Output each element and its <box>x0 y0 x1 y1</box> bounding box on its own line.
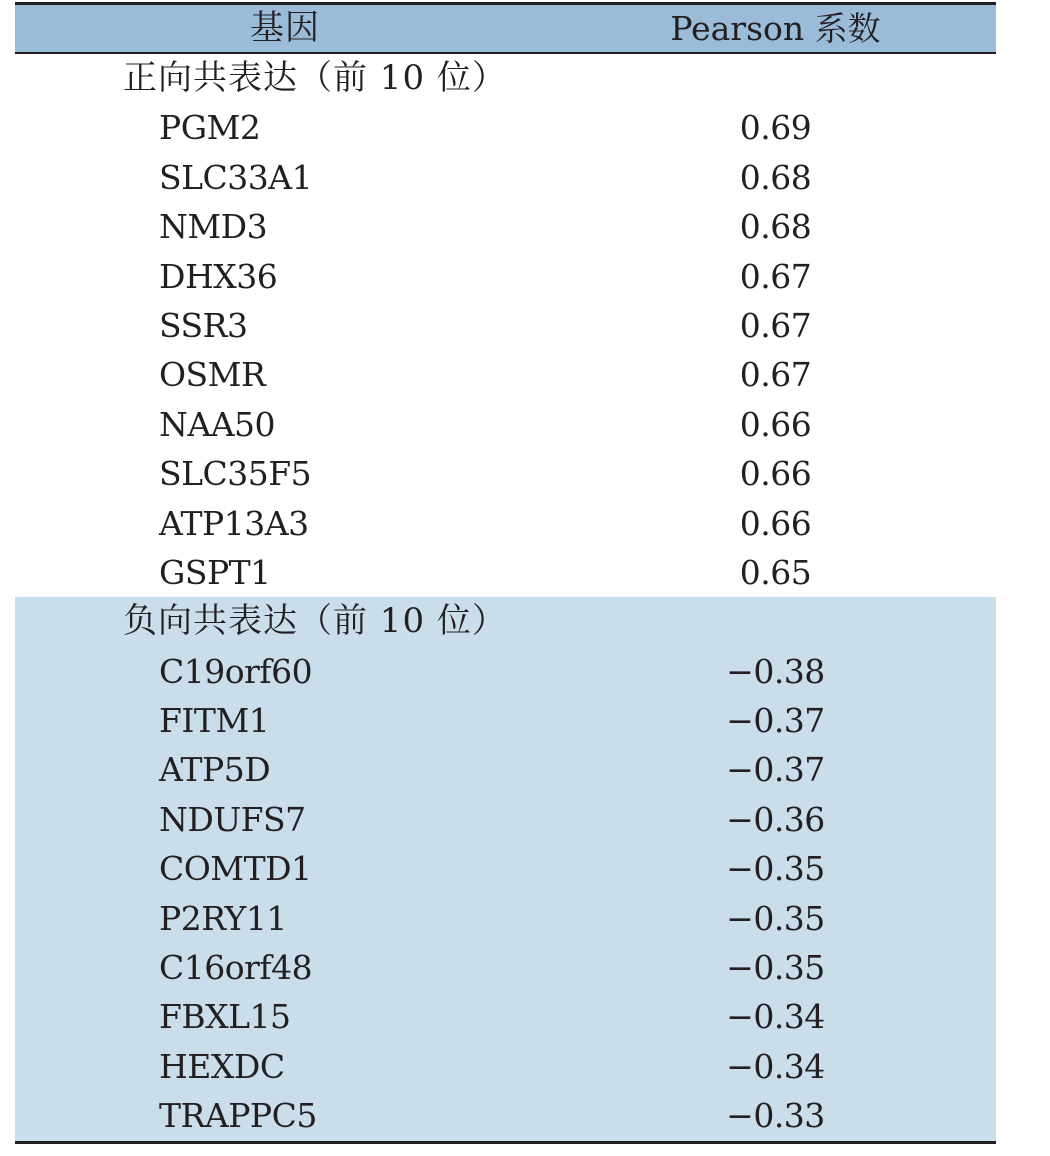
gene-name: SLC35F5 <box>159 454 312 494</box>
pearson-value: −0.35 <box>726 948 825 988</box>
header-gene: 基因 <box>250 8 320 48</box>
group-title-row <box>15 597 996 646</box>
positive-section <box>15 54 996 597</box>
pearson-value: 0.66 <box>739 404 812 444</box>
positive-group-title: 正向共表达（前 10 位） <box>123 58 507 98</box>
table-row <box>15 499 996 548</box>
gene-name: SSR3 <box>159 305 248 345</box>
table-row <box>15 1091 996 1140</box>
gene-name: NMD3 <box>159 207 268 247</box>
table-row <box>15 696 996 745</box>
gene-name: NAA50 <box>159 404 276 444</box>
pearson-value: 0.68 <box>739 157 812 197</box>
pearson-value: −0.35 <box>726 849 825 889</box>
table-row <box>15 400 996 449</box>
gene-name: C16orf48 <box>159 948 313 988</box>
table-row <box>15 449 996 498</box>
gene-name: P2RY11 <box>159 898 287 938</box>
pearson-value: 0.66 <box>739 503 812 543</box>
table-row <box>15 350 996 399</box>
table-header <box>15 5 996 54</box>
gene-name: ATP13A3 <box>159 503 309 543</box>
pearson-value: −0.33 <box>726 1096 825 1136</box>
pearson-value: −0.36 <box>726 799 825 839</box>
pearson-value: 0.67 <box>739 355 812 395</box>
gene-name: TRAPPC5 <box>159 1096 317 1136</box>
pearson-value: 0.68 <box>739 207 812 247</box>
table-row <box>15 795 996 844</box>
table-row <box>15 647 996 696</box>
gene-name: OSMR <box>159 355 266 395</box>
pearson-value: 0.67 <box>739 256 812 296</box>
gene-name: HEXDC <box>159 1046 285 1086</box>
header-pearson: Pearson 系数 <box>670 9 881 48</box>
pearson-value: −0.34 <box>726 997 825 1037</box>
gene-name: PGM2 <box>159 108 261 148</box>
pearson-value: 0.69 <box>739 108 812 148</box>
pearson-value: −0.34 <box>726 1046 825 1086</box>
table-row <box>15 202 996 251</box>
table-row <box>15 548 996 597</box>
gene-name: ATP5D <box>159 750 271 790</box>
table-row <box>15 943 996 992</box>
pearson-value: −0.38 <box>726 651 825 691</box>
gene-name: FBXL15 <box>159 997 291 1037</box>
gene-name: GSPT1 <box>159 552 271 592</box>
negative-section <box>15 597 996 1140</box>
pearson-value: −0.35 <box>726 898 825 938</box>
table-row <box>15 745 996 794</box>
table-row <box>15 1042 996 1091</box>
coexpression-table <box>15 2 996 1144</box>
pearson-value: −0.37 <box>726 701 825 741</box>
table-row <box>15 844 996 893</box>
gene-name: SLC33A1 <box>159 157 313 197</box>
gene-name: DHX36 <box>159 256 278 296</box>
negative-group-title: 负向共表达（前 10 位） <box>123 601 507 642</box>
table-row <box>15 252 996 301</box>
table-row <box>15 894 996 943</box>
table-row <box>15 301 996 350</box>
bottom-rule <box>15 1141 996 1144</box>
pearson-value: −0.37 <box>726 750 825 790</box>
pearson-value: 0.65 <box>739 552 812 592</box>
gene-name: C19orf60 <box>159 651 313 691</box>
table-row <box>15 103 996 152</box>
gene-name: NDUFS7 <box>159 799 306 839</box>
pearson-value: 0.67 <box>739 305 812 345</box>
group-title-row <box>15 54 996 103</box>
table-row <box>15 992 996 1041</box>
gene-name: FITM1 <box>159 701 270 741</box>
table-row <box>15 153 996 202</box>
pearson-value: 0.66 <box>739 454 812 494</box>
gene-name: COMTD1 <box>159 849 312 889</box>
